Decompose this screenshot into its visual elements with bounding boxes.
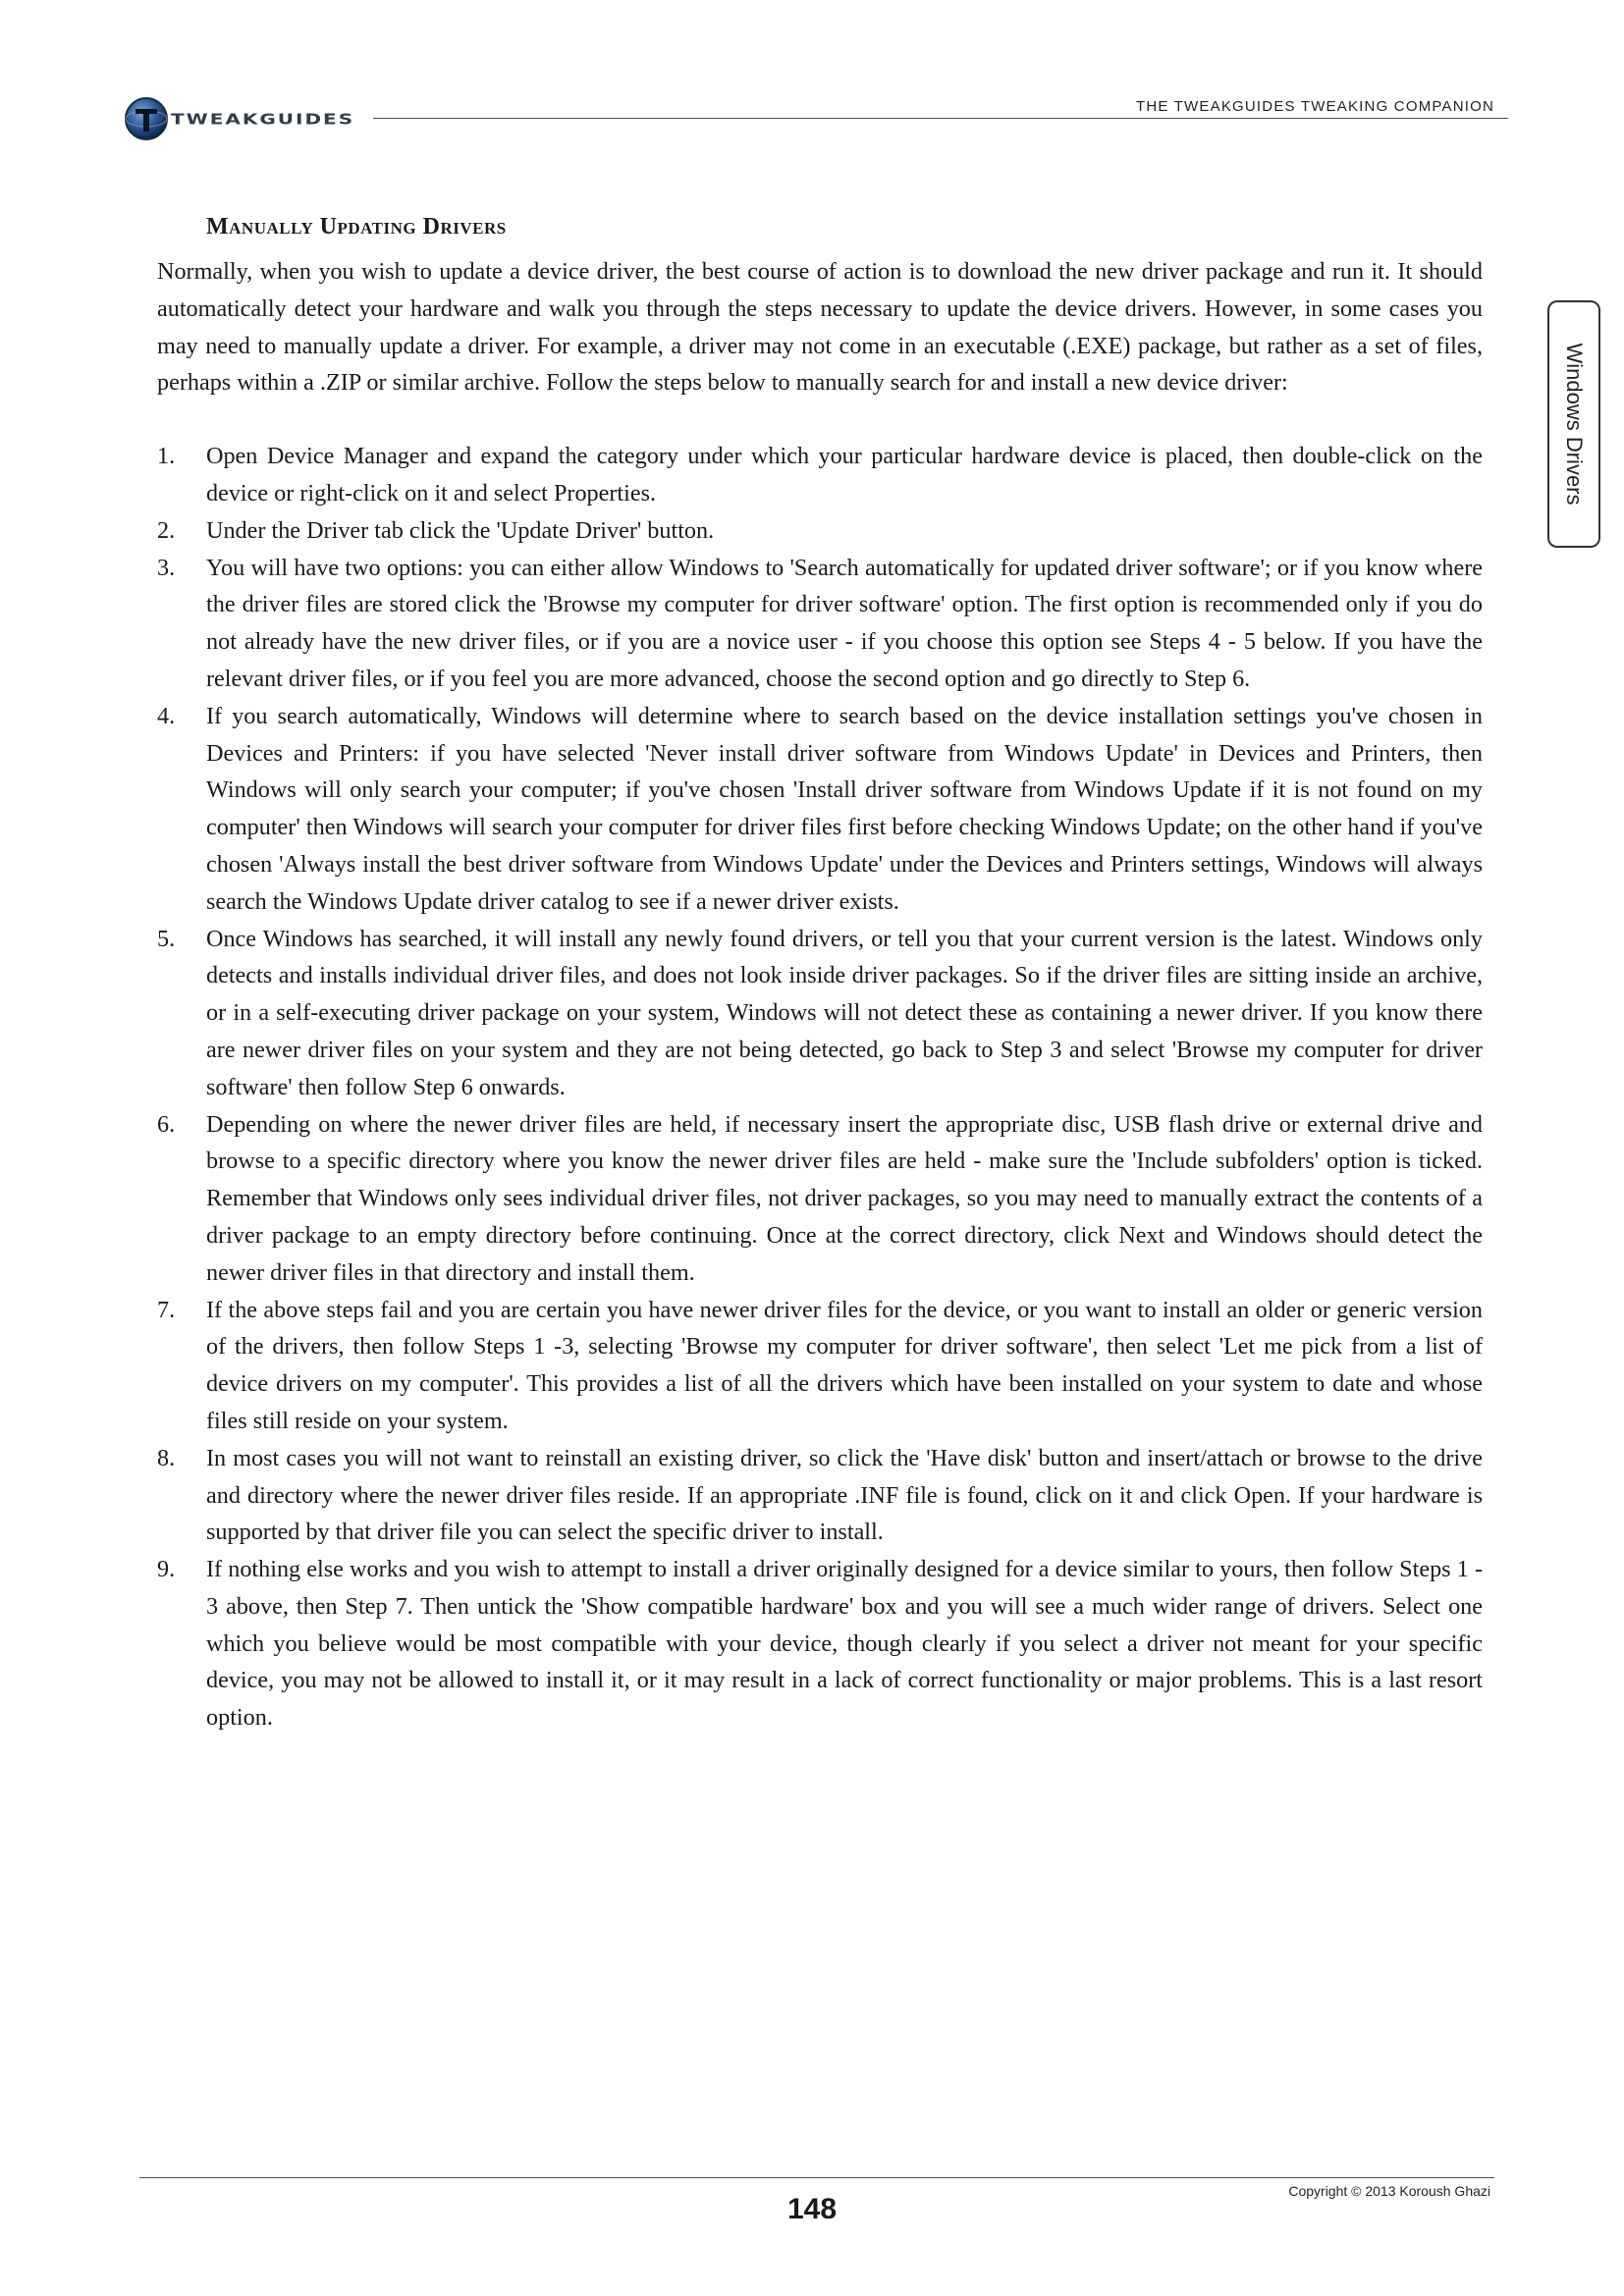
- step-text: Once Windows has searched, it will install any newly found drivers, or tell you that your current version is the latest. Windows only detects and installs individual driver files, and does not look inside driver packages. So if the driver files are sitting inside an archive, or in a self-executing driver package on your system, Windows will not detect these as containing a newer driver. If you know there are newer driver files on your system and they are not being detected, go back to Step 3 and select 'Browse my computer for driver software' then follow Step 6 onwards.: [206, 925, 1483, 1100]
- step-text: If the above steps fail and you are certain you have newer driver files for the device, or you want to install an older or generic version of the drivers, then follow Steps 1 -3, selecting 'Browse my computer for driver software', then select 'Let me pick from a list of device drivers on my computer'. This provides a list of all the drivers which have been installed on your system to date and whose files still reside on your system.: [206, 1296, 1483, 1434]
- step-number: 5.: [157, 925, 176, 952]
- step-text: If nothing else works and you wish to attempt to install a driver originally designed for a device similar to yours, then follow Steps 1 - 3 above, then Step 7. Then untick the 'Show compatible hardware' box and you will see a much wider range of drivers. Select one which you believe would be most compatible with your device, though clearly if you select a driver not meant for your specific device, you may not be allowed to install it, or it may result in a lack of correct functionality or major problems. This is a last resort option.: [206, 1556, 1483, 1732]
- step-text: Open Device Manager and expand the category under which your particular hardware device is placed, then double-click on the device or right-click on it and select Properties.: [206, 443, 1483, 507]
- step-number: 1.: [157, 443, 176, 470]
- header-title: THE TWEAKGUIDES TWEAKING COMPANION: [1136, 98, 1494, 115]
- step-text: Under the Driver tab click the 'Update Driver' button.: [206, 516, 715, 544]
- logo-text: TWEAKGUIDES: [171, 110, 355, 128]
- page-number: 148: [786, 2193, 838, 2225]
- list-item: [157, 512, 1483, 550]
- page-content: [157, 208, 1483, 1736]
- step-number: 3.: [157, 554, 176, 581]
- step-number: 8.: [157, 1444, 176, 1471]
- chapter-side-tab: [1547, 300, 1600, 548]
- step-number: 7.: [157, 1296, 176, 1323]
- step-number: 6.: [157, 1110, 176, 1138]
- step-text: Depending on where the newer driver files are held, if necessary insert the appropriate disc, USB flash drive or external drive and browse to a specific directory where you know the newer driver files are held - make sure the 'Include subfolders' option is ticked. Remember that Windows only sees individual driver files, not driver packages, so you may need to manually extract the contents of a driver package to an empty directory before continuing. Once at the correct directory, click Next and Windows should detect the newer driver files in that directory and install them.: [206, 1110, 1483, 1286]
- step-text: You will have two options: you can either allow Windows to 'Search automatically for updated driver software'; or if you know where the driver files are stored click the 'Browse my computer for driver software' option. The first option is recommended only if you do not already have the new driver files, or if you are a novice user - if you choose this option see Steps 4 - 5 below. If you have the relevant driver files, or if you feel you are more advanced, choose the second option and go directly to Step 6.: [206, 554, 1483, 692]
- intro-paragraph: Normally, when you wish to update a device driver, the best course of action is to download the new driver package and run it. It should automatically detect your hardware and walk you through the steps necessary to update the device drivers. However, in some cases you may need to manually update a driver. For example, a driver may not come in an executable (.EXE) package, but rather as a set of files, perhaps within a .ZIP or similar archive. Follow the steps below to manually search for and install a new device driver:: [157, 258, 1483, 397]
- steps-list: [157, 438, 1483, 1736]
- list-item: [157, 438, 1483, 512]
- list-item: [157, 1292, 1483, 1440]
- step-number: 9.: [157, 1556, 176, 1583]
- step-text: In most cases you will not want to reinstall an existing driver, so click the 'Have disk' button and insert/attach or browse to the drive and directory where the newer driver files reside. If an appropriate .INF file is found, click on it and click Open. If your hardware is supported by that driver file you can select the specific driver to install.: [206, 1444, 1483, 1546]
- list-item: [157, 1106, 1483, 1292]
- tweakguides-globe-icon: [124, 96, 169, 141]
- footer-rule: [139, 2177, 1494, 2178]
- step-number: 2.: [157, 516, 176, 544]
- chapter-side-tab-label: Windows Drivers: [1562, 343, 1587, 506]
- tweakguides-logo: [124, 96, 354, 141]
- header-rule: [373, 118, 1508, 119]
- section-title: Manually Updating Drivers: [206, 214, 507, 240]
- list-item: [157, 698, 1483, 921]
- page-header: [124, 94, 1508, 143]
- step-text: If you search automatically, Windows will determine where to search based on the device installation settings you've chosen in Devices and Printers: if you have selected 'Never install driver software from Windows Update' in Devices and Printers, then Windows will only search your computer; if you've chosen 'Install driver software from Windows Update if it is not found on my computer' then Windows will search your computer for driver files first before checking Windows Update; on the other hand if you've chosen 'Always install the best driver software from Windows Update' under the Devices and Printers settings, Windows will always search the Windows Update driver catalog to see if a newer driver exists.: [206, 702, 1483, 915]
- list-item: [157, 550, 1483, 698]
- list-item: [157, 1551, 1483, 1736]
- step-number: 4.: [157, 702, 176, 729]
- list-item: [157, 1440, 1483, 1551]
- list-item: [157, 921, 1483, 1106]
- copyright-notice: Copyright © 2013 Koroush Ghazi: [1288, 2183, 1490, 2199]
